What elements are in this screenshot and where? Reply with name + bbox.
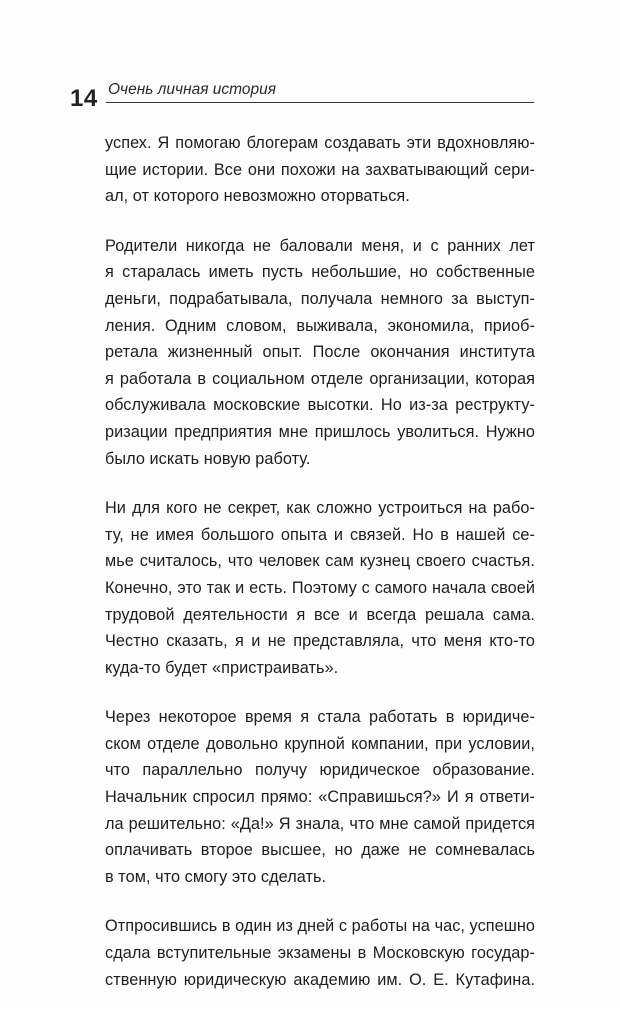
text-line: Родители никогда не баловали меня, и с ранних лет	[105, 236, 535, 255]
text-line: ственную юридическую академию им. О. Е. Кутафина.	[105, 970, 535, 989]
text-line: Начальник спросил прямо: «Справишься?» И я ответи-	[105, 788, 535, 807]
text-line: было искать новую работу.	[105, 449, 311, 468]
text-line: успех. Я помогаю блогерам создавать эти вдохновляю-	[105, 134, 535, 152]
text-line: Конечно, это так и есть. Поэтому с самого начала своей	[105, 578, 535, 597]
text-line: куда-то будет «пристраивать».	[105, 658, 339, 677]
text-line: ретала жизненный опыт. После окончания института	[105, 343, 535, 362]
text-line: ском отделе довольно крупной компании, при условии,	[105, 734, 535, 753]
paragraph-1	[105, 130, 535, 210]
text-line: Ни для кого не секрет, как сложно устроиться на рабо-	[105, 499, 535, 518]
text-line: ту, не имея большого опыта и связей. Но в нашей се-	[105, 525, 535, 544]
text-line: Честно сказать, я и не представляла, что меня кто-то	[105, 632, 535, 651]
text-line: оплачивать второе высшее, но даже не сомневалась	[105, 841, 535, 860]
text-line: Через некоторое время я стала работать в юридиче-	[105, 708, 535, 727]
paragraph-2	[105, 233, 535, 472]
page-number: 14	[70, 85, 98, 112]
text-line: я работала в социальном отделе организации, которая	[105, 369, 535, 388]
text-line: я старалась иметь пусть небольшие, но собственные	[105, 263, 535, 282]
text-line: мье считалось, что человек сам кузнец своего счастья.	[105, 552, 535, 571]
text-line: Отпросившись в один из дней с работы на час, успешно	[105, 917, 535, 936]
text-line: деньги, подрабатывала, получала немного за выступ-	[105, 289, 535, 308]
text-line: ления. Одним словом, выживала, экономила, приоб-	[105, 316, 535, 335]
text-line: щие истории. Все они похожи на захватывающий сери-	[105, 160, 535, 179]
text-line: ал, от которого невозможно оторваться.	[105, 187, 410, 206]
text-line: сдала вступительные экзамены в Московскую государ-	[105, 944, 535, 963]
text-line: в том, что смогу это сделать.	[105, 867, 327, 886]
paragraph-4	[105, 704, 535, 890]
text-line: трудовой деятельности я все и всегда решала сама.	[105, 605, 535, 624]
running-title: Очень личная история	[108, 81, 277, 98]
text-line: ла решительно: «Да!» Я знала, что мне самой придется	[105, 814, 535, 833]
text-line: обслуживала московские высотки. Но из-за реструкту-	[105, 396, 535, 415]
paragraph-3	[105, 495, 535, 681]
text-line: что параллельно получу юридическое образование.	[105, 761, 535, 780]
running-header	[70, 72, 534, 112]
body-text	[105, 130, 535, 1016]
header-rule	[106, 102, 534, 103]
text-line: ризации предприятия мне пришлось уволиться. Нужно	[105, 422, 535, 441]
paragraph-5	[105, 913, 535, 993]
